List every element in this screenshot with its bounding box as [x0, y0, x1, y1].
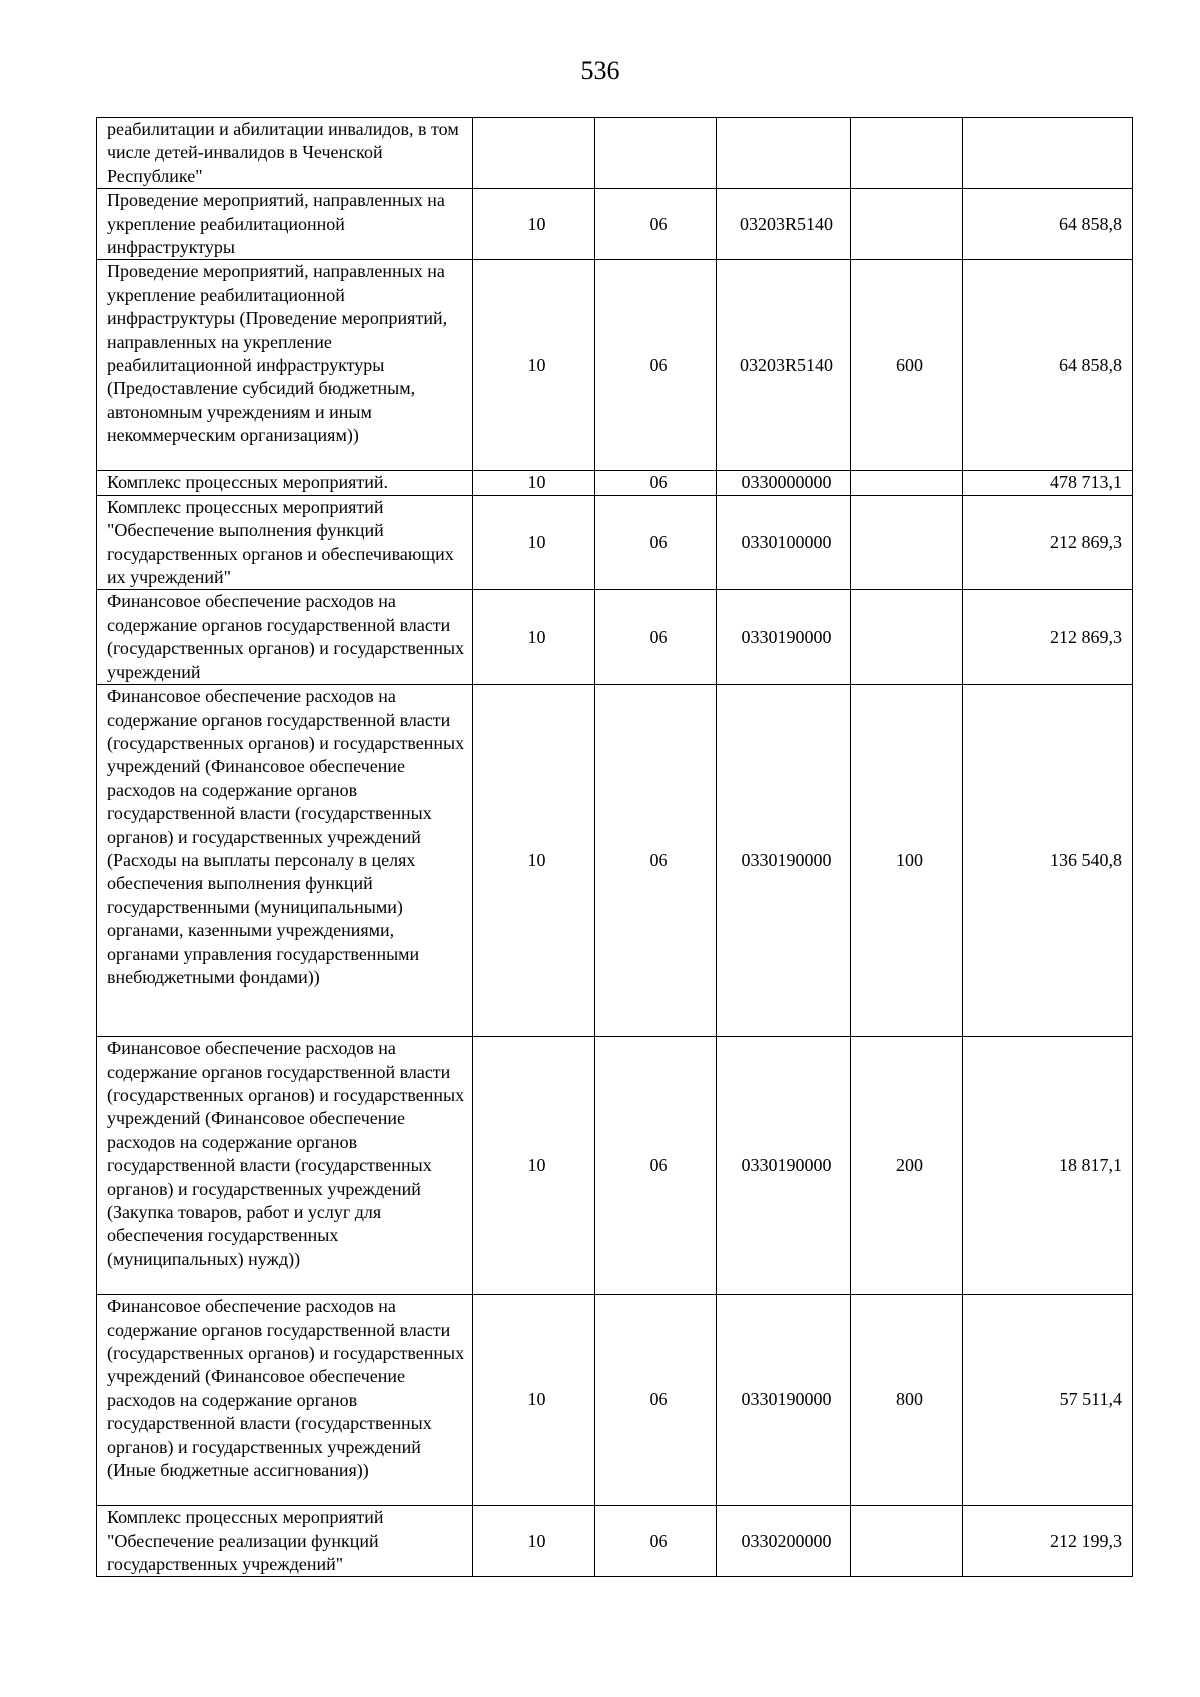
target-article-cell: 0330190000: [717, 590, 851, 685]
target-article-cell: 0330000000: [717, 471, 851, 495]
amount-cell: 212 869,3: [963, 590, 1133, 685]
table-row: [97, 685, 1133, 1037]
table-row: [97, 1295, 1133, 1506]
target-article-cell: 03203R5140: [717, 189, 851, 260]
page-number: 536: [580, 56, 620, 85]
subsection-cell: 06: [595, 189, 717, 260]
amount-cell: 64 858,8: [963, 189, 1133, 260]
table-row: [97, 471, 1133, 495]
target-article-cell: [717, 118, 851, 189]
target-article-cell: 0330200000: [717, 1506, 851, 1577]
row-name-cell: реабилитации и абилитации инвалидов, в том числе детей-инвалидов в Чеченской Республике": [97, 118, 473, 189]
amount-cell: 212 199,3: [963, 1506, 1133, 1577]
target-article-cell: 0330190000: [717, 1037, 851, 1295]
amount-cell: 18 817,1: [963, 1037, 1133, 1295]
section-cell: 10: [473, 260, 595, 471]
subsection-cell: [595, 118, 717, 189]
target-article-cell: 0330100000: [717, 495, 851, 590]
section-cell: 10: [473, 590, 595, 685]
row-name-cell: Комплекс процессных мероприятий.: [97, 471, 473, 495]
row-name-cell: Финансовое обеспечение расходов на содержание органов государственной власти (государственных органов) и государственных учреждений (Финансовое обеспечение расходов на содержание органов государственной власти (государственных органов) и государственных учреждений (Расходы на выплаты персоналу в целях обеспечения выполнения функций государственными (муниципальными) органами, казенными учреждениями, органами управления государственными внебюджетными фондами)): [97, 685, 473, 1037]
expense-type-cell: 200: [851, 1037, 963, 1295]
subsection-cell: 06: [595, 1506, 717, 1577]
expense-type-cell: [851, 189, 963, 260]
row-name-cell: Финансовое обеспечение расходов на содержание органов государственной власти (государственных органов) и государственных учреждений (Финансовое обеспечение расходов на содержание органов государственной власти (государственных органов) и государственных учреждений (Иные бюджетные ассигнования)): [97, 1295, 473, 1506]
section-cell: [473, 118, 595, 189]
expense-type-cell: [851, 1506, 963, 1577]
row-name-cell: Комплекс процессных мероприятий "Обеспечение реализации функций государственных учреждений": [97, 1506, 473, 1577]
expense-type-cell: [851, 471, 963, 495]
amount-cell: 57 511,4: [963, 1295, 1133, 1506]
budget-table: [96, 117, 1133, 1577]
amount-cell: [963, 118, 1133, 189]
table-row: [97, 1506, 1133, 1577]
expense-type-cell: 600: [851, 260, 963, 471]
table-row: [97, 118, 1133, 189]
subsection-cell: 06: [595, 495, 717, 590]
expense-type-cell: [851, 590, 963, 685]
section-cell: 10: [473, 189, 595, 260]
expense-type-cell: 800: [851, 1295, 963, 1506]
target-article-cell: 03203R5140: [717, 260, 851, 471]
table-row: [97, 1037, 1133, 1295]
row-name-cell: Финансовое обеспечение расходов на содержание органов государственной власти (государственных органов) и государственных учреждений: [97, 590, 473, 685]
section-cell: 10: [473, 471, 595, 495]
row-name-cell: Комплекс процессных мероприятий "Обеспечение выполнения функций государственных органов и обеспечивающих их учреждений": [97, 495, 473, 590]
table-row: [97, 189, 1133, 260]
table-row: [97, 260, 1133, 471]
expense-type-cell: [851, 118, 963, 189]
subsection-cell: 06: [595, 260, 717, 471]
expense-type-cell: 100: [851, 685, 963, 1037]
amount-cell: 478 713,1: [963, 471, 1133, 495]
row-name-cell: Проведение мероприятий, направленных на укрепление реабилитационной инфраструктуры (Проведение мероприятий, направленных на укрепление реабилитационной инфраструктуры (Предоставление субсидий бюджетным, автономным учреждениям и иным некоммерческим организациям)): [97, 260, 473, 471]
subsection-cell: 06: [595, 1295, 717, 1506]
target-article-cell: 0330190000: [717, 685, 851, 1037]
section-cell: 10: [473, 685, 595, 1037]
section-cell: 10: [473, 495, 595, 590]
target-article-cell: 0330190000: [717, 1295, 851, 1506]
section-cell: 10: [473, 1037, 595, 1295]
amount-cell: 64 858,8: [963, 260, 1133, 471]
subsection-cell: 06: [595, 685, 717, 1037]
row-name-cell: Проведение мероприятий, направленных на укрепление реабилитационной инфраструктуры: [97, 189, 473, 260]
section-cell: 10: [473, 1506, 595, 1577]
table-row: [97, 495, 1133, 590]
row-name-cell: Финансовое обеспечение расходов на содержание органов государственной власти (государственных органов) и государственных учреждений (Финансовое обеспечение расходов на содержание органов государственной власти (государственных органов) и государственных учреждений (Закупка товаров, работ и услуг для обеспечения государственных (муниципальных) нужд)): [97, 1037, 473, 1295]
amount-cell: 212 869,3: [963, 495, 1133, 590]
subsection-cell: 06: [595, 1037, 717, 1295]
amount-cell: 136 540,8: [963, 685, 1133, 1037]
table-row: [97, 590, 1133, 685]
subsection-cell: 06: [595, 471, 717, 495]
expense-type-cell: [851, 495, 963, 590]
subsection-cell: 06: [595, 590, 717, 685]
section-cell: 10: [473, 1295, 595, 1506]
